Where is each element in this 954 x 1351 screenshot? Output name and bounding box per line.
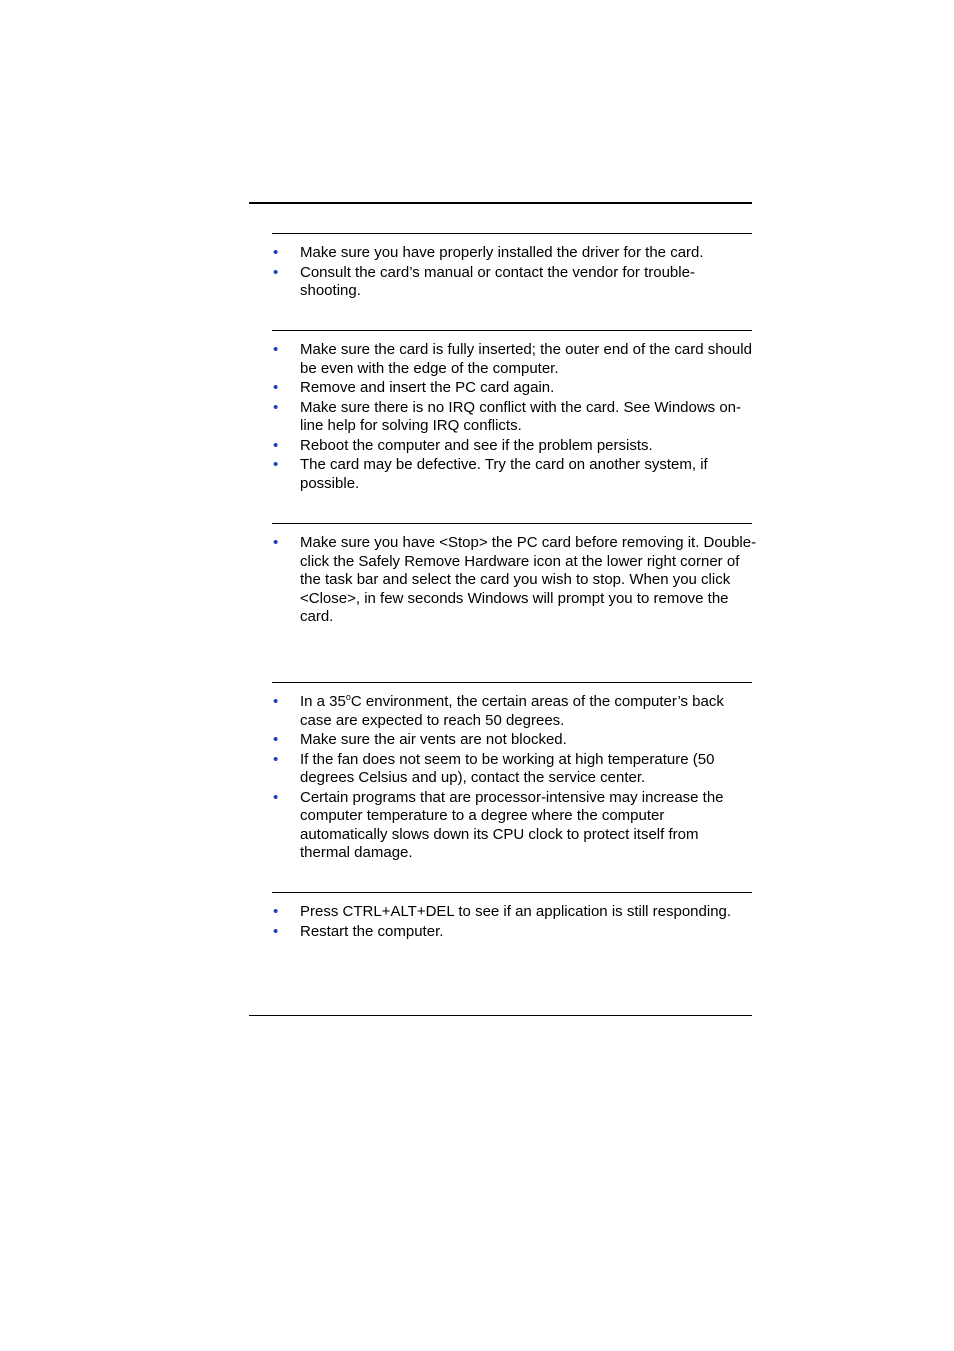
troubleshoot-section-unresponsive xyxy=(272,892,752,942)
list-item xyxy=(272,244,752,263)
list-item-text: Make sure there is no IRQ conflict with the card. See Windows on-line help for solving IRQ conflicts. xyxy=(300,398,742,434)
bullet-icon xyxy=(273,751,278,770)
list-item xyxy=(272,903,752,922)
bullet-icon xyxy=(273,264,278,283)
list-item-text: Restart the computer. xyxy=(300,922,444,940)
bullet-icon xyxy=(273,341,278,360)
bullet-icon xyxy=(273,399,278,418)
bullet-icon xyxy=(273,789,278,808)
list-item-text xyxy=(300,693,724,729)
bullet-list xyxy=(272,693,752,863)
list-item-text: Certain programs that are processor-intensive may increase the computer temperature to a degree where the computer automatically slows down its CPU clock to protect itself from thermal damage. xyxy=(300,788,724,861)
temperature-text-before: In a 35 xyxy=(300,693,346,710)
list-item-text: If the fan does not seem to be working at high temperature (50 degrees Celsius and up), contact the service center. xyxy=(300,750,715,786)
list-item-text: Reboot the computer and see if the problem persists. xyxy=(300,436,653,454)
bullet-icon xyxy=(273,379,278,398)
bullet-icon xyxy=(273,244,278,263)
list-item xyxy=(272,693,752,730)
list-item xyxy=(272,341,752,378)
bullet-list xyxy=(272,244,752,301)
list-item-text: Consult the card’s manual or contact the vendor for trouble-shooting. xyxy=(300,263,695,299)
list-item xyxy=(272,751,752,788)
page-footer-rule xyxy=(249,1015,752,1016)
list-item xyxy=(272,264,752,301)
bullet-icon xyxy=(273,456,278,475)
list-item xyxy=(272,789,752,863)
bullet-icon xyxy=(273,731,278,750)
bullet-icon xyxy=(273,437,278,456)
list-item xyxy=(272,923,752,942)
degree-superscript: o xyxy=(345,692,351,702)
list-item-text: Press CTRL+ALT+DEL to see if an application is still responding. xyxy=(300,903,732,920)
list-item-text: The card may be defective. Try the card on another system, if possible. xyxy=(300,456,708,492)
bullet-icon xyxy=(273,903,278,922)
troubleshoot-section-card-removal xyxy=(272,523,757,628)
list-item-text: Make sure the air vents are not blocked. xyxy=(300,731,567,748)
list-item-text: Remove and insert the PC card again. xyxy=(300,379,555,396)
bullet-list xyxy=(272,341,752,493)
list-item xyxy=(272,399,752,436)
list-item-text: Make sure the card is fully inserted; the outer end of the card should be even with the edge of the computer. xyxy=(300,341,752,377)
troubleshoot-section-card-detect xyxy=(272,330,752,494)
list-item xyxy=(272,534,758,627)
bullet-list xyxy=(272,534,757,627)
temperature-text-after: C environment, the certain areas of the computer’s back case are expected to reach 50 degrees. xyxy=(300,693,724,729)
list-item xyxy=(272,456,752,493)
bullet-icon xyxy=(273,923,278,942)
list-item xyxy=(272,731,752,750)
bullet-icon xyxy=(273,534,278,553)
list-item xyxy=(272,437,752,456)
bullet-icon xyxy=(273,693,278,712)
troubleshoot-section-driver xyxy=(272,233,752,302)
list-item-text: Make sure you have properly installed the driver for the card. xyxy=(300,244,704,261)
list-item-text: Make sure you have <Stop> the PC card before removing it. Double-click the Safely Remove Hardware icon at the lower right corner of the task bar and select the card you wish to stop. When you click <Close>, in few seconds Windows will prompt you to remove the card. xyxy=(300,534,757,625)
bullet-list xyxy=(272,903,752,941)
page-header-rule xyxy=(249,202,752,204)
troubleshoot-section-overheating xyxy=(272,682,752,864)
list-item xyxy=(272,379,752,398)
